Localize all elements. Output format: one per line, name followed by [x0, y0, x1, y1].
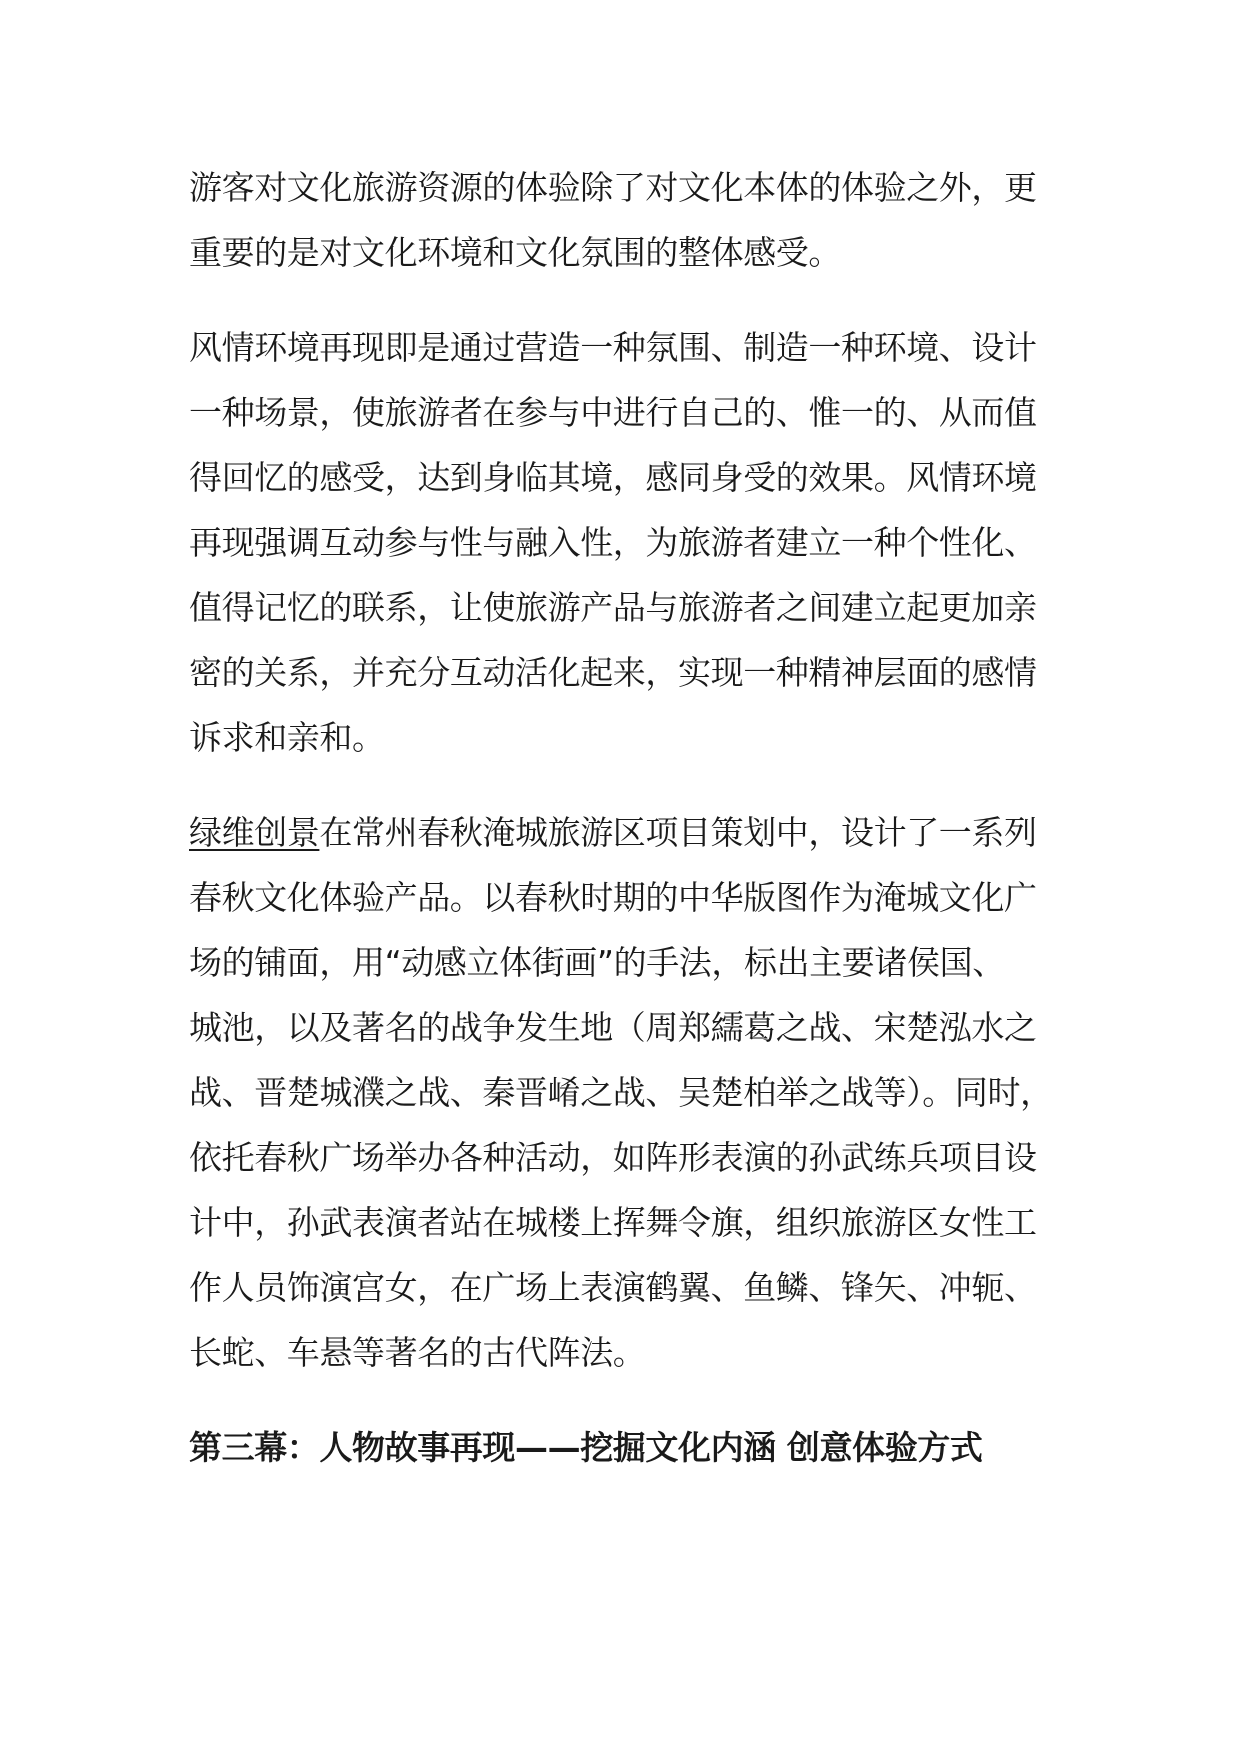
text-line-rest: 在常州春秋淹城旅游区项目策划中，设计了一系列 — [319, 813, 1037, 852]
document-body — [189, 155, 1069, 1480]
text-line: 重要的是对文化环境和文化氛围的整体感受。 — [189, 233, 842, 272]
text-line: 得回忆的感受，达到身临其境，感同身受的效果。风情环境 — [189, 458, 1037, 497]
text-line — [189, 800, 1069, 865]
text-line: 战、晋楚城濮之战、秦晋崤之战、吴楚柏举之战等）。同时， — [189, 1073, 1053, 1112]
text-line: 长蛇、车悬等著名的古代阵法。 — [189, 1333, 646, 1372]
text-line: 计中，孙武表演者站在城楼上挥舞令旗，组织旅游区女性工 — [189, 1203, 1037, 1242]
text-line: 城池，以及著名的战争发生地（周郑繻葛之战、宋楚泓水之 — [189, 1008, 1037, 1047]
text-line: 值得记忆的联系，让使旅游产品与旅游者之间建立起更加亲 — [189, 588, 1037, 627]
text-line: 再现强调互动参与性与融入性，为旅游者建立一种个性化、 — [189, 523, 1037, 562]
text-line: 诉求和亲和。 — [189, 718, 385, 757]
paragraph-yancheng-project — [189, 800, 1069, 1385]
text-line: 一种场景，使旅游者在参与中进行自己的、惟一的、从而值 — [189, 393, 1037, 432]
text-line: 游客对文化旅游资源的体验除了对文化本体的体验之外，更 — [189, 168, 1037, 207]
paragraph-cultural-experience — [189, 155, 1069, 285]
text-line: 作人员饰演宫女，在广场上表演鹤翼、鱼鳞、锋矢、冲轭、 — [189, 1268, 1037, 1307]
paragraph-ambience-recreation — [189, 315, 1069, 770]
text-line: 密的关系，并充分互动活化起来，实现一种精神层面的感情 — [189, 653, 1037, 692]
section-heading: 第三幕：人物故事再现——挖掘文化内涵 创意体验方式 — [189, 1428, 983, 1467]
text-line: 依托春秋广场举办各种活动，如阵形表演的孙武练兵项目设 — [189, 1138, 1037, 1177]
text-line: 春秋文化体验产品。以春秋时期的中华版图作为淹城文化广 — [189, 878, 1037, 917]
text-line: 场的铺面，用“动感立体街画”的手法，标出主要诸侯国、 — [189, 943, 1005, 982]
company-link[interactable]: 绿维创景 — [189, 813, 320, 852]
text-line: 风情环境再现即是通过营造一种氛围、制造一种环境、设计 — [189, 328, 1037, 367]
